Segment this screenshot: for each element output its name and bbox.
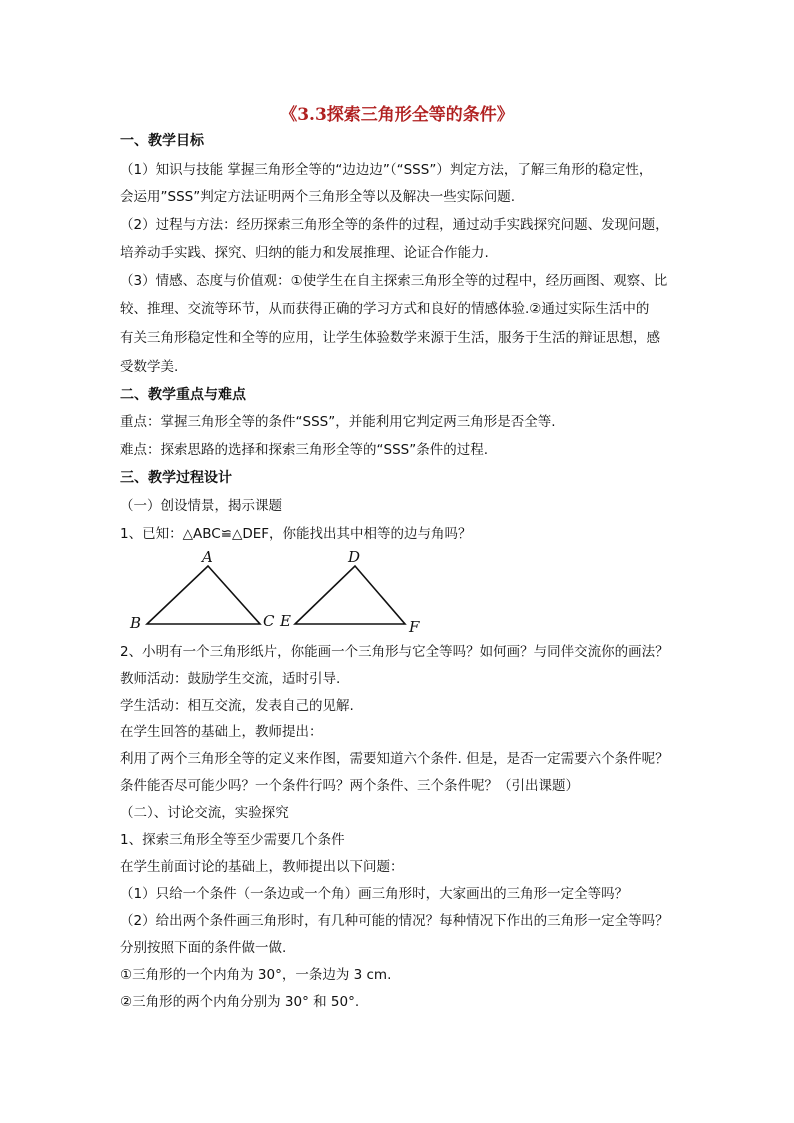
paragraph-line: （1）知识与技能 掌握三角形全等的“边边边”（“SSS”）判定方法，了解三角形的稳定性，	[120, 162, 653, 178]
paragraph-line: 在学生回答的基础上，教师提出：	[120, 724, 323, 740]
vertex-label-d: D	[348, 548, 361, 566]
vertex-label-b: B	[130, 614, 142, 632]
paragraph-line: 条件能否尽可能少吗？一个条件行吗？两个条件、三个条件呢？（引出课题）	[120, 778, 579, 794]
paragraph-line: 在学生前面讨论的基础上，教师提出以下问题：	[120, 859, 404, 875]
paragraph-line: 会运用”SSS”判定方法证明两个三角形全等以及解决一些实际问题.	[120, 189, 515, 205]
heading-key-points: 二、教学重点与难点	[120, 387, 246, 403]
vertex-label-e: E	[280, 612, 291, 630]
paragraph-line: 难点：探索思路的选择和探索三角形全等的“SSS”条件的过程.	[120, 442, 488, 458]
paragraph-line: 分别按照下面的条件做一做.	[120, 940, 287, 956]
vertex-label-c: C	[263, 612, 275, 630]
heading-objectives: 一、教学目标	[120, 133, 204, 149]
paragraph-line: 较、推理、交流等环节，从而获得正确的学习方式和良好的情感体验.②通过实际生活中的	[120, 301, 650, 317]
paragraph-line: （2）给出两个条件画三角形时，有几种可能的情况？每种情况下作出的三角形一定全等吗？	[120, 913, 669, 929]
paragraph-line: 利用了两个三角形全等的定义来作图，需要知道六个条件. 但是，是否一定需要六个条件呢？	[120, 751, 669, 767]
paragraph-line: 教师活动：鼓励学生交流，适时引导.	[120, 671, 341, 687]
paragraph-line: （一）创设情景，揭示课题	[120, 498, 282, 514]
heading-process: 三、教学过程设计	[120, 470, 232, 486]
paragraph-line: 受数学美.	[120, 359, 179, 375]
vertex-label-f: F	[409, 618, 420, 634]
paragraph-line: 1、已知：△ABC≌△DEF，你能找出其中相等的边与角吗？	[120, 526, 472, 542]
congruent-triangles-figure	[125, 548, 425, 634]
paragraph-line: 学生活动：相互交流，发表自己的见解.	[120, 698, 354, 714]
paragraph-line: 重点：掌握三角形全等的条件“SSS”，并能利用它判定两三角形是否全等.	[120, 414, 556, 430]
paragraph-line: 培养动手实践、探究、归纳的能力和发展推理、论证合作能力.	[120, 245, 489, 261]
paragraph-line: ②三角形的两个内角分别为 30° 和 50°.	[120, 994, 360, 1010]
paragraph-line: （二）、讨论交流，实验探究	[120, 805, 289, 821]
paragraph-line: 2、小明有一个三角形纸片，你能画一个三角形与它全等吗？如何画？与同伴交流你的画法？	[120, 644, 669, 660]
paragraph-line: 有关三角形稳定性和全等的应用，让学生体验数学来源于生活，服务于生活的辩证思想，感	[120, 330, 660, 346]
paragraph-line: （1）只给一个条件（一条边或一个角）画三角形时，大家画出的三角形一定全等吗？	[120, 886, 629, 902]
vertex-label-a: A	[202, 548, 213, 566]
triangle-def	[295, 566, 405, 624]
paragraph-line: ①三角形的一个内角为 30°，一条边为 3 cm.	[120, 967, 392, 983]
triangle-abc	[147, 566, 260, 624]
paragraph-line: （3）情感、态度与价值观：①使学生在自主探索三角形全等的过程中，经历画图、观察、比	[120, 273, 668, 289]
paragraph-line: 1、探索三角形全等至少需要几个条件	[120, 832, 345, 848]
paragraph-line: （2）过程与方法：经历探索三角形全等的条件的过程，通过动手实践探究问题、发现问题，	[120, 217, 669, 233]
document-title: 《3.3探索三角形全等的条件》	[280, 105, 514, 125]
